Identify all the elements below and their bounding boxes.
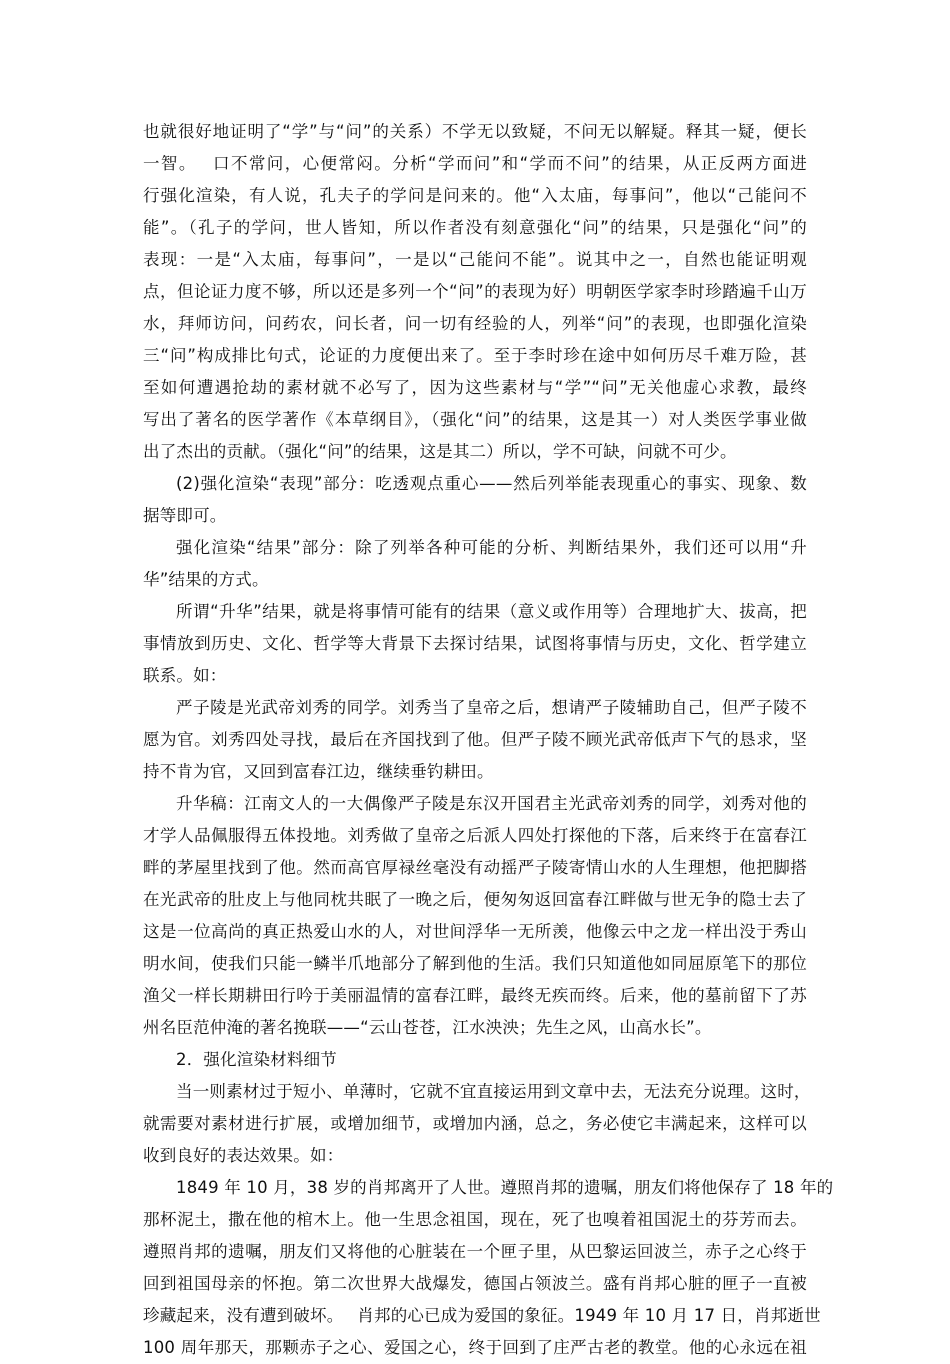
text-line: 也就很好地证明了“学”与“问”的关系）不学无以致疑，不问无以解疑。释其一疑，便长 xyxy=(143,122,807,141)
text-line: 升华稿：江南文人的一大偶像严子陵是东汉开国君主光武帝刘秀的同学，刘秀对他的 xyxy=(176,794,807,813)
text-line: 100 周年那天，那颗赤子之心、爱国之心，终于回到了庄严古老的教堂。他的心永远在祖 xyxy=(143,1338,807,1357)
text-line: 那杯泥土，撒在他的棺木上。他一生思念祖国，现在，死了也嗅着祖国泥土的芬芳而去。 xyxy=(143,1210,807,1229)
text-line: 至如何遭遇抢劫的素材就不必写了，因为这些素材与“学”“问”无关他虚心求教，最终 xyxy=(143,378,807,397)
text-line: 州名臣范仲淹的著名挽联——“云山苍苍，江水泱泱；先生之风，山高水长”。 xyxy=(143,1018,712,1037)
text-line: 明水间，使我们只能一鳞半爪地部分了解到他的生活。我们只知道他如同屈原笔下的那位 xyxy=(143,954,807,973)
text-line: 这是一位高尚的真正热爱山水的人，对世间浮华一无所羡，他像云中之龙一样出没于秀山 xyxy=(143,922,807,941)
document-page xyxy=(143,116,834,1364)
text-line: 回到祖国母亲的怀抱。第二次世界大战爆发，德国占领波兰。盛有肖邦心脏的匣子一直被 xyxy=(143,1274,807,1293)
text-line: 遵照肖邦的遗嘱，朋友们又将他的心脏装在一个匣子里，从巴黎运回波兰，赤子之心终于 xyxy=(143,1242,807,1261)
text-line: 出了杰出的贡献。（强化“问”的结果，这是其二）所以，学不可缺，问就不可少。 xyxy=(143,442,737,461)
text-line: 严子陵是光武帝刘秀的同学。刘秀当了皇帝之后，想请严子陵辅助自己，但严子陵不 xyxy=(176,698,807,717)
text-line: 点，但论证力度不够，所以还是多列一个“问”的表现为好）明朝医学家李时珍踏遍千山万 xyxy=(143,282,807,301)
text-line: 珍藏起来，没有遭到破坏。 肖邦的心已成为爱国的象征。1949 年 10 月 17 日，肖邦逝世 xyxy=(143,1306,821,1325)
text-line: 一智。 口不常问，心便常闷。分析“学而问”和“学而不问”的结果，从正反两方面进 xyxy=(143,154,807,173)
text-line: 愿为官。刘秀四处寻找，最后在齐国找到了他。但严子陵不顾光武帝低声下气的恳求，坚 xyxy=(143,730,807,749)
text-line: 畔的茅屋里找到了他。然而高官厚禄丝毫没有动摇严子陵寄情山水的人生理想，他把脚搭 xyxy=(143,858,807,877)
text-line: 三“问”构成排比句式，论证的力度便出来了。至于李时珍在途中如何历尽千难万险，甚 xyxy=(143,346,807,365)
text-line: 收到良好的表达效果。如： xyxy=(143,1146,344,1165)
text-line: 事情放到历史、文化、哲学等大背景下去探讨结果，试图将事情与历史，文化、哲学建立 xyxy=(143,634,807,653)
text-line: 当一则素材过于短小、单薄时，它就不宜直接运用到文章中去，无法充分说理。这时， xyxy=(176,1082,811,1101)
text-line: 能”。（孔子的学问，世人皆知，所以作者没有刻意强化“问”的结果，只是强化“问”的 xyxy=(143,218,807,237)
text-line: 在光武帝的肚皮上与他同枕共眠了一晚之后，便匆匆返回富春江畔做与世无争的隐士去了 xyxy=(143,890,807,909)
text-line: 水，拜师访问，问药农，问长者，问一切有经验的人，列举“问”的表现，也即强化渲染 xyxy=(143,314,807,333)
text-line: 所谓“升华”结果，就是将事情可能有的结果（意义或作用等）合理地扩大、拔高，把 xyxy=(176,602,807,621)
text-line: 就需要对素材进行扩展，或增加细节，或增加内涵，总之，务必使它丰满起来，这样可以 xyxy=(143,1114,807,1133)
text-line: 写出了著名的医学著作《本草纲目》，（强化“问”的结果，这是其一）对人类医学事业做 xyxy=(143,410,807,429)
text-line: 1849 年 10 月，38 岁的肖邦离开了人世。遵照肖邦的遗嘱，朋友们将他保存了 18 年的 xyxy=(176,1178,834,1197)
text-line: 表现：一是“入太庙，每事问”，一是以“己能问不能”。说其中之一，自然也能证明观 xyxy=(143,250,807,269)
text-line: 联系。如： xyxy=(143,666,227,685)
text-line: 行强化渲染，有人说，孔夫子的学问是问来的。他“入太庙，每事问”，他以“己能问不 xyxy=(143,186,807,205)
text-line: 渔父一样长期耕田行吟于美丽温情的富春江畔，最终无疾而终。后来，他的墓前留下了苏 xyxy=(143,986,807,1005)
text-line: 华”结果的方式。 xyxy=(143,570,269,589)
text-line: 持不肯为官，又回到富春江边，继续垂钓耕田。 xyxy=(143,762,494,781)
text-line: 强化渲染“结果”部分：除了列举各种可能的分析、判断结果外，我们还可以用“升 xyxy=(176,538,807,557)
text-line: (2)强化渲染“表现”部分：吃透观点重心——然后列举能表现重心的事实、现象、数 xyxy=(176,474,807,493)
text-line: 才学人品佩服得五体投地。刘秀做了皇帝之后派人四处打探他的下落，后来终于在富春江 xyxy=(143,826,807,845)
text-line: 据等即可。 xyxy=(143,506,227,525)
section-heading: 2．强化渲染材料细节 xyxy=(176,1050,337,1069)
